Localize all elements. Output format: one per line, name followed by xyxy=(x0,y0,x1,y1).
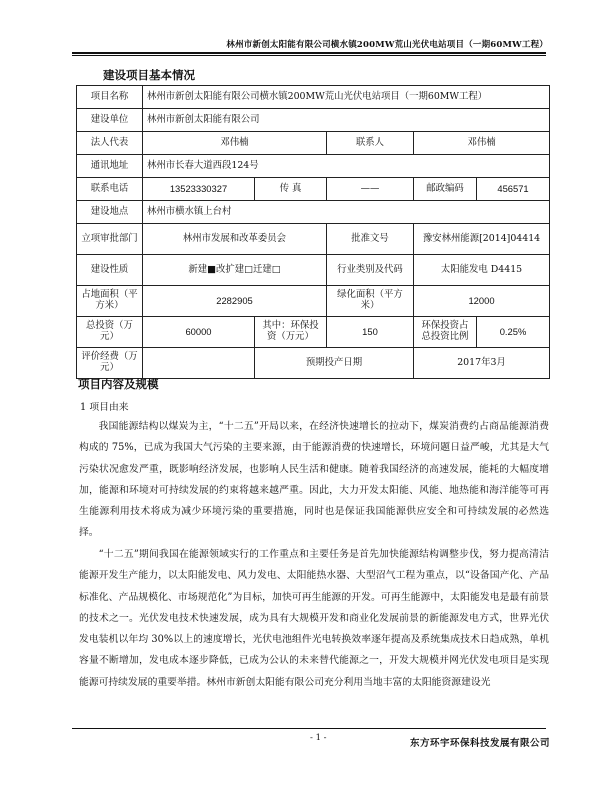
table-row xyxy=(77,201,550,224)
cell-industry: 太阳能发电 D4415 xyxy=(414,255,550,286)
footer-company: 东方环宇环保科技发展有限公司 xyxy=(409,738,550,749)
cell-label: 评价经费（万元） xyxy=(77,348,143,379)
cell-label: 联系电话 xyxy=(77,178,143,201)
cell-nature: 新建■改扩建□迁建□ xyxy=(143,255,327,286)
table-row xyxy=(77,286,550,317)
cell-label: 建设单位 xyxy=(77,109,143,132)
cell-label: 联系人 xyxy=(327,132,414,155)
cell-label: 占地面积（平方米） xyxy=(77,286,143,317)
cell-approval-no: 豫安林州能源[2014]04414 xyxy=(414,224,550,255)
table-title: 建设项目基本情况 xyxy=(103,68,195,82)
cell-env-ratio: 0.25% xyxy=(477,317,550,348)
table-row xyxy=(77,317,550,348)
cell-legal-rep: 邓伟楠 xyxy=(143,132,327,155)
cell-site: 林州市横水镇上台村 xyxy=(143,201,550,224)
table-row xyxy=(77,255,550,286)
footer-rule xyxy=(72,728,546,729)
cell-label: 行业类别及代码 xyxy=(327,255,414,286)
cell-approval-dept: 林州市发展和改革委员会 xyxy=(143,224,327,255)
cell-prod-date: 2017年3月 xyxy=(414,348,550,379)
paragraph: “十二五”期间我国在能源领域实行的工作重点和主要任务是首先加快能源结构调整步伐，努力提高清洁能源开发生产能力，以太阳能发电、风力发电、太阳能热水器、大型沼气工程为重点，以“设备国产化、产品标准化、产品规模化、市场规范化”为目标，加快可再生能源的开发。可再生能源中，太阳能发电是最有前景的技术之一。光伏发电技术快速发展，成为具有大规模开发和商业化发展前景的新能源发电方式，世界光伏发电装机以年均 30%以上的速度增长，光伏电池组件光电转换效率逐年提高及系统集成技术日趋成熟，单机容量不断增加，发电成本逐步降低，已成为公认的未来替代能源之一，开发大规模并网光伏发电项目是实现能源可持续发展的重要举措。林州市新创太阳能有限公司充分利用当地丰富的太阳能资源建设光 xyxy=(79,549,549,688)
table-row xyxy=(77,109,550,132)
page-number: - 1 - xyxy=(310,733,327,743)
header-rule xyxy=(72,52,546,54)
cell-project-name: 林州市新创太阳能有限公司横水镇200MW荒山光伏电站项目（一期60MW工程） xyxy=(143,86,550,109)
cell-label: 其中：环保投资（万元） xyxy=(255,317,327,348)
cell-label: 建设地点 xyxy=(77,201,143,224)
cell-fax: —— xyxy=(327,178,414,201)
cell-label: 预期投产日期 xyxy=(255,348,414,379)
cell-phone: 13523330327 xyxy=(143,178,255,201)
cell-label: 立项审批部门 xyxy=(77,224,143,255)
cell-green: 12000 xyxy=(414,286,550,317)
cell-label: 建设性质 xyxy=(77,255,143,286)
cell-area: 2282905 xyxy=(143,286,327,317)
cell-label: 通讯地址 xyxy=(77,155,143,178)
cell-invest: 60000 xyxy=(143,317,255,348)
cell-label: 批准文号 xyxy=(327,224,414,255)
cell-postcode: 456571 xyxy=(477,178,550,201)
cell-label: 传 真 xyxy=(255,178,327,201)
table-row xyxy=(77,178,550,201)
cell-label: 邮政编码 xyxy=(414,178,477,201)
cell-address: 林州市长春大道西段124号 xyxy=(143,155,550,178)
section-title: 项目内容及规模 xyxy=(78,377,159,391)
cell-builder: 林州市新创太阳能有限公司 xyxy=(143,109,550,132)
paragraph: 我国能源结构以煤炭为主，“十二五”开局以来，在经济快速增长的拉动下，煤炭消费约占商品能源消费构成的 75%，已成为我国大气污染的主要来源，由于能源消费的快速增长，环境问题日益严峻，尤其是大气污染状况愈发严重，既影响经济发展，也影响人民生活和健康。随着我国经济的高速发展，能耗的大幅度增加，能源和环境对可持续发展的约束将越来越严重。因此，大力开发太阳能、风能、地热能和海洋能等可再生能源利用技术将成为减少环境污染的重要措施，同时也是保证我国能源供应安全和可持续发展的必然选择。 xyxy=(79,421,549,539)
cell-label: 总投资（万元） xyxy=(77,317,143,348)
subsection-title: 1 项目由来 xyxy=(80,402,129,413)
header-rule-thin xyxy=(72,55,546,56)
table-row xyxy=(77,348,550,379)
cell-contact: 邓伟楠 xyxy=(414,132,550,155)
cell-label: 绿化面积（平方米） xyxy=(327,286,414,317)
table-row xyxy=(77,132,550,155)
cell-label: 环保投资占总投资比例 xyxy=(414,317,477,348)
table-row xyxy=(77,86,550,109)
cell-eval-fee xyxy=(143,348,255,379)
table-row xyxy=(77,224,550,255)
cell-env-invest: 150 xyxy=(327,317,414,348)
cell-label: 项目名称 xyxy=(77,86,143,109)
project-info-table xyxy=(76,85,550,379)
cell-label: 法人代表 xyxy=(77,132,143,155)
running-header: 林州市新创太阳能有限公司横水镇200MW荒山光伏电站项目（一期60MW工程） xyxy=(226,40,548,50)
table-row xyxy=(77,155,550,178)
